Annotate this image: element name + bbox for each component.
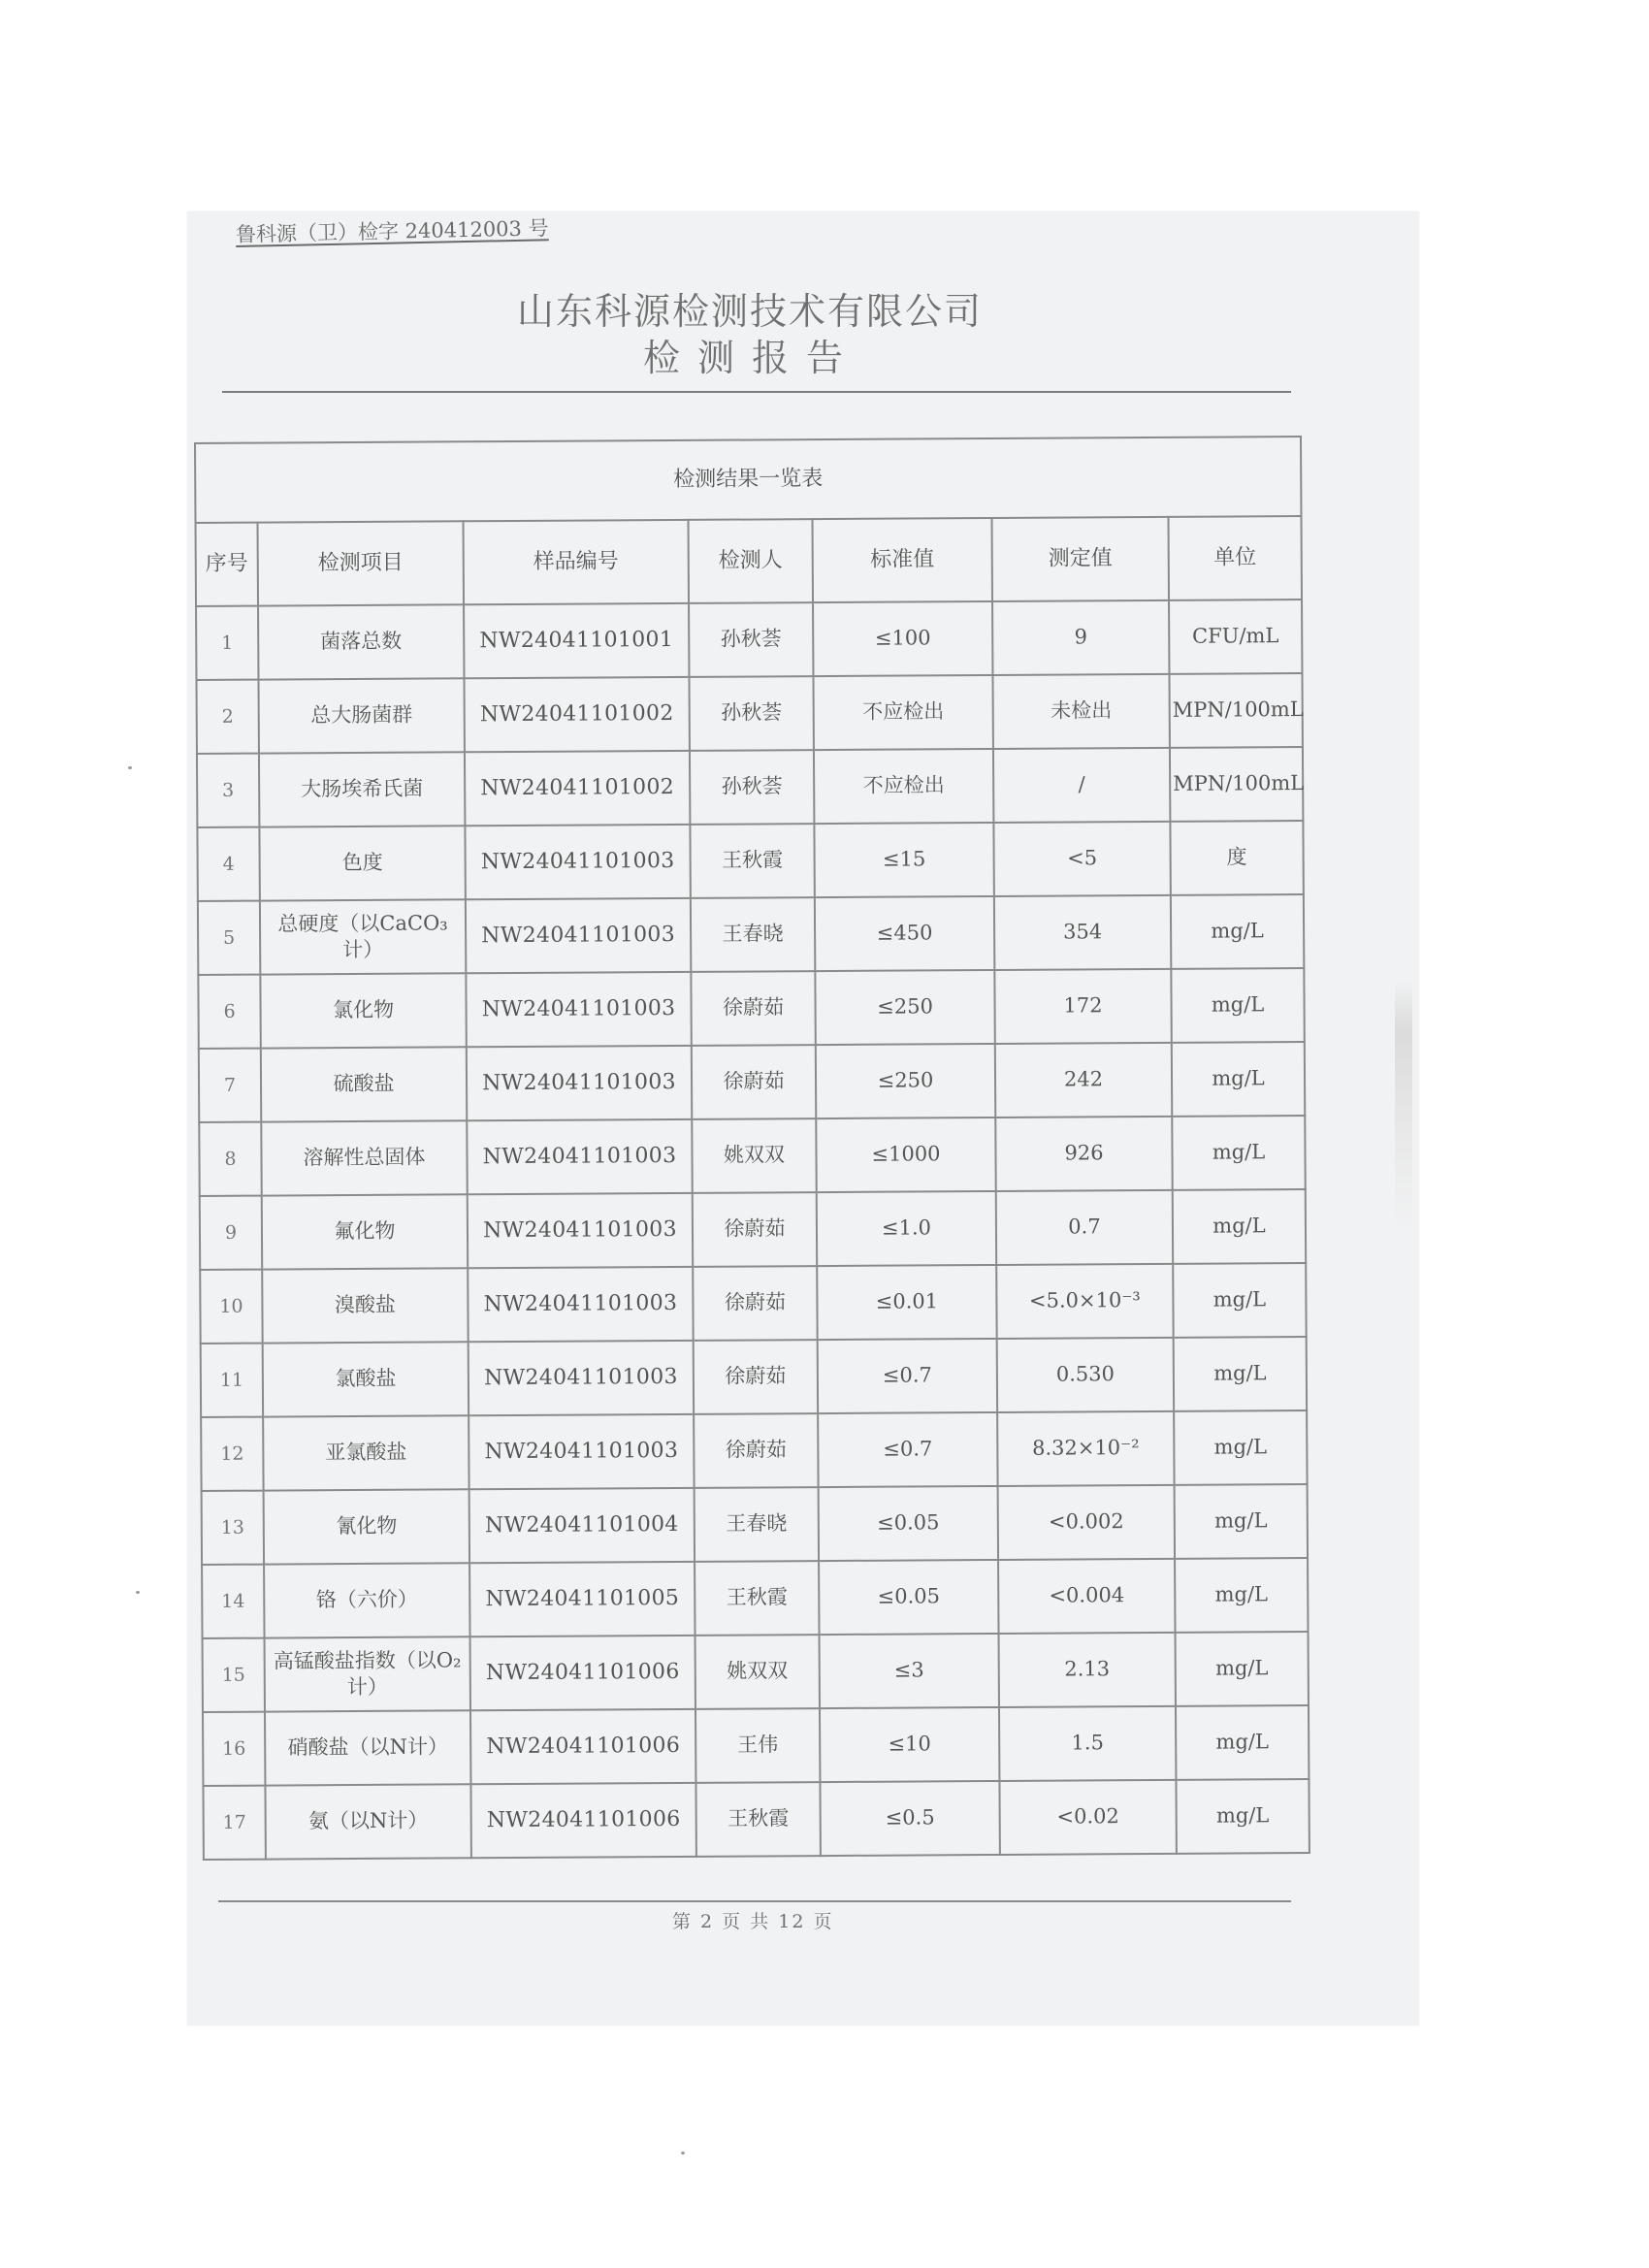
cell-index: 13	[202, 1491, 264, 1565]
cell-tester: 王秋霞	[690, 824, 814, 898]
cell-measured: 9	[992, 600, 1169, 675]
table-row	[201, 1410, 1307, 1491]
cell-standard: ≤0.01	[817, 1265, 996, 1340]
cell-measured: 172	[994, 969, 1171, 1044]
cell-sample-id: NW24041101004	[469, 1488, 695, 1563]
cell-measured: 0.7	[996, 1190, 1173, 1265]
cell-tester: 孙秋荟	[690, 750, 814, 825]
cell-tester: 徐蔚茹	[694, 1340, 818, 1414]
cell-tester: 徐蔚茹	[692, 1045, 816, 1119]
cell-standard: ≤0.7	[818, 1339, 997, 1413]
cell-sample-id: NW24041101003	[469, 1341, 694, 1415]
cell-standard: ≤0.5	[820, 1781, 999, 1856]
cell-unit: MPN/100mL	[1170, 747, 1303, 822]
cell-measured: <0.004	[998, 1559, 1175, 1634]
cell-standard: ≤1000	[816, 1118, 995, 1192]
cell-index: 16	[203, 1712, 265, 1786]
cell-index: 7	[199, 1049, 261, 1122]
cell-measured: <5	[993, 822, 1170, 896]
cell-standard: ≤1.0	[817, 1191, 996, 1266]
cell-tester: 王伟	[695, 1708, 820, 1783]
cell-item: 硫酸盐	[261, 1047, 467, 1121]
cell-index: 4	[197, 827, 259, 901]
results-table	[194, 436, 1310, 1861]
cell-unit: 度	[1170, 821, 1303, 895]
cell-item: 亚氯酸盐	[263, 1415, 469, 1490]
cell-index: 17	[203, 1786, 265, 1860]
cell-tester: 王春晓	[691, 897, 815, 972]
table-row	[199, 1042, 1305, 1122]
table-header-row	[196, 516, 1303, 606]
cell-tester: 王秋霞	[695, 1782, 820, 1857]
cell-unit: mg/L	[1172, 1116, 1305, 1190]
cell-index: 12	[201, 1417, 263, 1491]
cell-tester: 王春晓	[695, 1487, 819, 1562]
cell-tester: 徐蔚茹	[693, 1266, 817, 1341]
table-row	[201, 1337, 1307, 1417]
header-item: 检测项目	[258, 521, 465, 605]
cell-unit: mg/L	[1172, 1042, 1305, 1117]
table-row	[199, 1116, 1305, 1196]
cell-measured: 8.32×10⁻²	[997, 1411, 1174, 1486]
cell-tester: 徐蔚茹	[693, 1192, 817, 1267]
table-row	[198, 894, 1304, 975]
cell-measured: <0.02	[999, 1780, 1176, 1855]
header-tester: 检测人	[688, 519, 813, 603]
cell-unit: mg/L	[1176, 1632, 1309, 1706]
cell-index: 11	[201, 1344, 263, 1417]
cell-index: 5	[198, 901, 260, 975]
header-index: 序号	[196, 523, 259, 606]
cell-unit: mg/L	[1174, 1410, 1307, 1485]
table-row	[200, 1189, 1306, 1270]
cell-measured: /	[993, 748, 1170, 823]
cell-standard: ≤100	[813, 601, 992, 676]
cell-item: 铬（六价）	[264, 1563, 469, 1637]
table-row	[197, 821, 1303, 901]
cell-unit: MPN/100mL	[1169, 673, 1302, 748]
cell-unit: mg/L	[1173, 1189, 1306, 1264]
cell-sample-id: NW24041101005	[469, 1562, 695, 1636]
cell-sample-id: NW24041101003	[467, 1119, 692, 1194]
cell-unit: mg/L	[1171, 968, 1304, 1043]
cell-item: 菌落总数	[258, 604, 464, 679]
cell-unit: mg/L	[1175, 1484, 1308, 1559]
cell-measured: 926	[995, 1117, 1172, 1191]
header-standard: 标准值	[812, 518, 992, 602]
cell-tester: 王秋霞	[695, 1561, 819, 1636]
cell-index: 6	[198, 975, 260, 1049]
cell-index: 8	[199, 1122, 261, 1196]
cell-unit: mg/L	[1176, 1705, 1309, 1780]
cell-item: 氯酸盐	[263, 1342, 469, 1416]
cell-standard: 不应检出	[814, 749, 993, 824]
report-number: 鲁科源（卫）检字 240412003 号	[235, 216, 549, 246]
cell-standard: ≤15	[814, 823, 993, 897]
cell-standard: ≤450	[815, 896, 994, 971]
company-name: 山东科源检测技术有限公司	[517, 290, 984, 333]
table-row	[202, 1558, 1308, 1638]
table-row	[196, 673, 1302, 754]
cell-measured: 2.13	[999, 1633, 1176, 1707]
cell-measured: 1.5	[999, 1706, 1176, 1781]
cell-item: 总硬度（以CaCO₃计）	[260, 899, 466, 974]
cell-measured: 未检出	[992, 674, 1169, 749]
cell-measured: <0.002	[998, 1485, 1175, 1560]
cell-index: 10	[200, 1270, 262, 1344]
header-measured: 测定值	[991, 517, 1169, 601]
page-number: 第 2 页 共 12 页	[672, 1911, 834, 1932]
scan-speck	[681, 2152, 685, 2155]
table-caption-row	[195, 437, 1301, 523]
header-sample-id: 样品编号	[464, 520, 690, 604]
table-row	[198, 968, 1304, 1049]
cell-standard: ≤0.7	[818, 1412, 997, 1487]
cell-item: 大肠埃希氏菌	[259, 752, 465, 826]
header-unit: 单位	[1168, 516, 1302, 600]
cell-sample-id: NW24041101006	[470, 1783, 695, 1858]
document-title: 检测报告	[643, 337, 861, 379]
cell-sample-id: NW24041101002	[464, 677, 689, 752]
cell-standard: ≤250	[815, 970, 994, 1045]
cell-item: 氰化物	[264, 1489, 469, 1564]
cell-index: 14	[202, 1565, 264, 1638]
cell-tester: 徐蔚茹	[694, 1413, 818, 1488]
cell-sample-id: NW24041101001	[464, 603, 689, 678]
cell-unit: CFU/mL	[1169, 599, 1302, 674]
cell-item: 溴酸盐	[262, 1268, 468, 1343]
cell-tester: 徐蔚茹	[691, 971, 815, 1046]
cell-tester: 孙秋荟	[689, 602, 813, 677]
cell-measured: 242	[995, 1043, 1172, 1118]
cell-unit: mg/L	[1175, 1558, 1308, 1633]
cell-index: 3	[197, 754, 259, 827]
report-page	[187, 211, 1419, 2025]
cell-sample-id: NW24041101003	[466, 898, 691, 973]
footer-divider	[218, 1900, 1291, 1902]
table-row	[203, 1632, 1309, 1712]
header-divider	[222, 391, 1291, 393]
scan-speck	[136, 1591, 140, 1594]
cell-measured: 354	[994, 895, 1171, 970]
cell-index: 9	[200, 1196, 262, 1270]
cell-item: 色度	[259, 826, 465, 900]
table-row	[196, 599, 1302, 680]
cell-standard: ≤0.05	[819, 1486, 998, 1561]
table-caption: 检测结果一览表	[195, 437, 1301, 523]
cell-standard: ≤3	[820, 1634, 999, 1708]
cell-measured: 0.530	[997, 1338, 1174, 1412]
cell-unit: mg/L	[1171, 894, 1304, 969]
table-row	[200, 1263, 1306, 1344]
cell-item: 氯化物	[260, 973, 466, 1048]
cell-sample-id: NW24041101003	[466, 972, 691, 1047]
cell-sample-id: NW24041101002	[465, 751, 690, 826]
table-row	[203, 1779, 1309, 1860]
cell-item: 溶解性总固体	[261, 1120, 467, 1195]
cell-item: 氟化物	[262, 1194, 468, 1269]
cell-standard: ≤0.05	[819, 1560, 998, 1635]
table-row	[197, 747, 1303, 827]
cell-item: 氨（以N计）	[265, 1784, 470, 1859]
cell-item: 高锰酸盐指数（以O₂计）	[265, 1636, 470, 1711]
cell-sample-id: NW24041101006	[470, 1709, 695, 1784]
cell-sample-id: NW24041101006	[470, 1636, 695, 1710]
cell-measured: <5.0×10⁻³	[996, 1264, 1173, 1339]
cell-sample-id: NW24041101003	[468, 1267, 693, 1342]
cell-tester: 姚双双	[692, 1118, 816, 1193]
cell-standard: ≤250	[816, 1044, 995, 1118]
cell-sample-id: NW24041101003	[467, 1046, 692, 1120]
table-row	[203, 1705, 1309, 1786]
table-row	[202, 1484, 1308, 1565]
cell-tester: 孙秋荟	[689, 676, 813, 751]
cell-index: 2	[196, 680, 258, 754]
cell-tester: 姚双双	[695, 1635, 820, 1709]
cell-sample-id: NW24041101003	[469, 1414, 694, 1489]
cell-sample-id: NW24041101003	[465, 825, 690, 899]
cell-item: 硝酸盐（以N计）	[265, 1710, 470, 1785]
cell-index: 1	[196, 606, 258, 680]
scan-artifact	[1395, 980, 1412, 1232]
scan-speck	[128, 766, 132, 769]
cell-standard: ≤10	[820, 1707, 999, 1782]
cell-unit: mg/L	[1174, 1337, 1307, 1411]
cell-index: 15	[203, 1638, 265, 1712]
cell-item: 总大肠菌群	[258, 678, 464, 753]
cell-standard: 不应检出	[813, 675, 992, 750]
cell-unit: mg/L	[1173, 1263, 1306, 1338]
cell-unit: mg/L	[1176, 1779, 1309, 1854]
cell-sample-id: NW24041101003	[468, 1193, 693, 1268]
